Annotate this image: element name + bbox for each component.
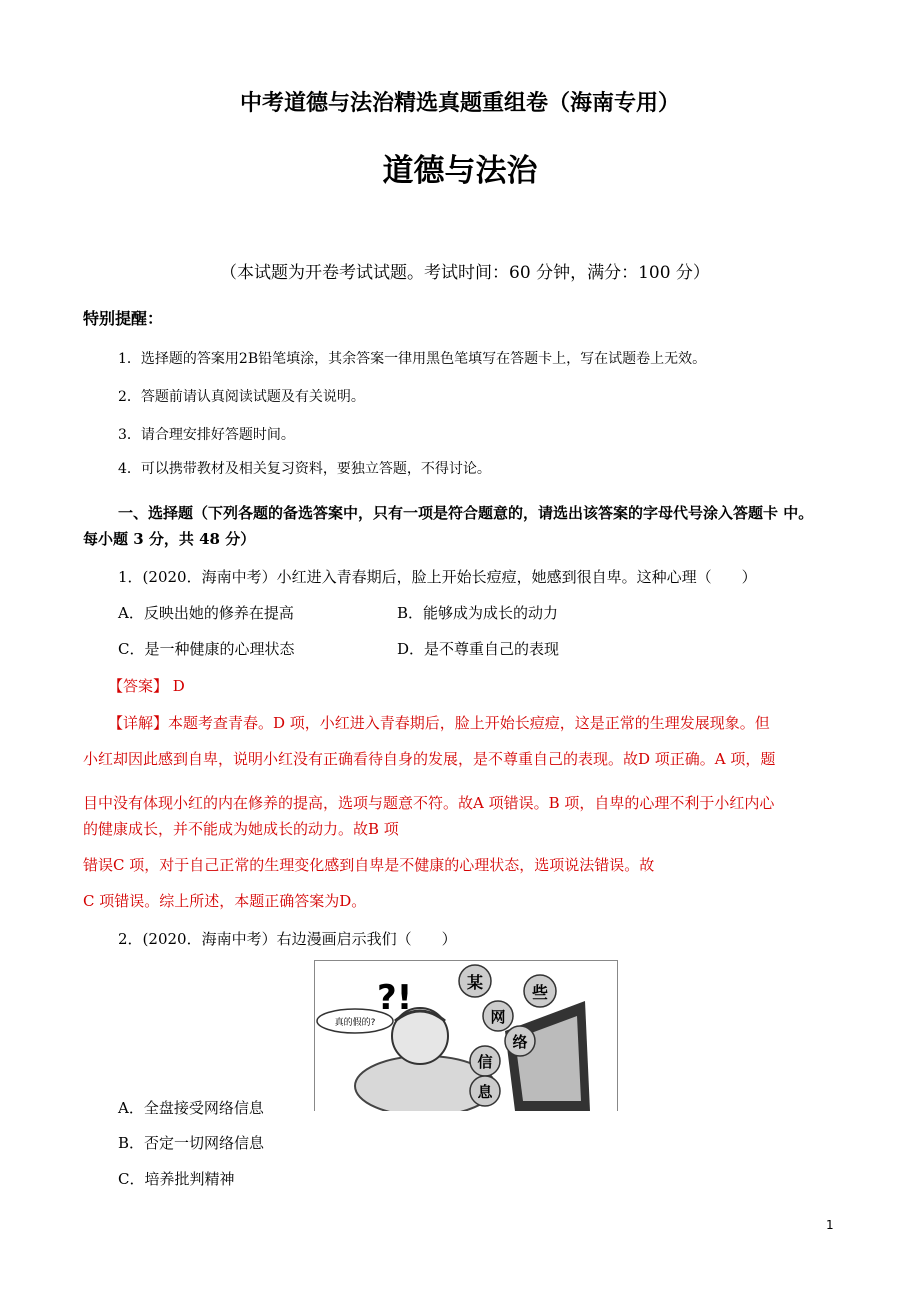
cloud-char: 息 bbox=[477, 1083, 493, 1101]
section-scoring: 每小题 3 分，共 48 分） bbox=[83, 530, 256, 548]
cloud-char: 络 bbox=[512, 1033, 528, 1051]
q1-option-a: A．反映出她的修养在提高 bbox=[118, 604, 294, 622]
q1-option-c: C．是一种健康的心理状态 bbox=[118, 640, 295, 658]
reminder-title: 特别提醒： bbox=[83, 309, 164, 328]
section-heading bbox=[118, 502, 813, 523]
reminder-item: 2．答题前请认真阅读试题及有关说明。 bbox=[118, 389, 365, 405]
cloud-char: 某 bbox=[466, 973, 484, 992]
question-exclaim-marks: ?! bbox=[377, 978, 413, 1018]
bubble-text: 真的假的? bbox=[334, 1018, 376, 1028]
cloud-char: 信 bbox=[477, 1053, 493, 1071]
exam-title: 中考道德与法治精选真题重组卷（海南专用） bbox=[239, 91, 680, 116]
exam-note: （本试题为开卷考试试题。考试时间：60 分钟，满分：100 分） bbox=[220, 263, 710, 283]
question-2-stem: 2．(2020．海南中考）右边漫画启示我们（ ） bbox=[118, 930, 457, 948]
question-1-stem: 1．(2020．海南中考）小红进入青春期后，脸上开始长痘痘，她感到很自卑。这种心理（ ） bbox=[118, 568, 757, 586]
reminder-item: 4．可以携带教材及相关复习资料，要独立答题，不得讨论。 bbox=[118, 461, 491, 477]
cartoon-image bbox=[314, 960, 618, 1111]
reminder-item: 1．选择题的答案用2B铅笔填涂，其余答案一律用黑色笔填写在答题卡上，写在试题卷上无效。 bbox=[118, 351, 707, 367]
q2-option-b: B．否定一切网络信息 bbox=[118, 1134, 265, 1152]
section-instruction: （下列各题的备选答案中，只有一项是符合题意的，请选出该答案的字母代号涂入答题卡 中。 bbox=[193, 504, 814, 522]
cartoon-illustration bbox=[315, 961, 617, 1111]
q1-answer: 【答案】 D bbox=[108, 677, 185, 695]
page-number: 1 bbox=[826, 1218, 834, 1232]
q1-explanation-line: C 项错误。综上所述，本题正确答案为D。 bbox=[83, 892, 367, 910]
q1-explanation-line: 目中没有体现小红的内在修养的提高，选项与题意不符。故A 项错误。B 项，自卑的心理不利于小红内心 bbox=[83, 794, 775, 812]
q2-option-c: C．培养批判精神 bbox=[118, 1170, 235, 1188]
q1-option-d: D．是不尊重自己的表现 bbox=[397, 640, 560, 658]
section-label: 一、选择题 bbox=[118, 504, 194, 522]
cloud-char: 些 bbox=[531, 983, 549, 1002]
q2-option-a: A．全盘接受网络信息 bbox=[118, 1099, 264, 1117]
subject-title: 道德与法治 bbox=[382, 153, 538, 189]
q1-explanation-line: 的健康成长，并不能成为她成长的动力。故B 项 bbox=[83, 820, 399, 838]
reminder-item: 3．请合理安排好答题时间。 bbox=[118, 427, 295, 443]
q1-explanation-line: 【详解】本题考查青春。D 项，小红进入青春期后，脸上开始长痘痘，这是正常的生理发展现象。但 bbox=[108, 714, 770, 732]
q1-explanation-line: 小红却因此感到自卑，说明小红没有正确看待自身的发展，是不尊重自己的表现。故D 项正确。A 项，题 bbox=[83, 750, 776, 768]
cloud-char: 网 bbox=[490, 1008, 506, 1026]
q1-option-b: B．能够成为成长的动力 bbox=[397, 604, 559, 622]
q1-explanation-line: 错误C 项，对于自己正常的生理变化感到自卑是不健康的心理状态，选项说法错误。故 bbox=[83, 856, 655, 874]
